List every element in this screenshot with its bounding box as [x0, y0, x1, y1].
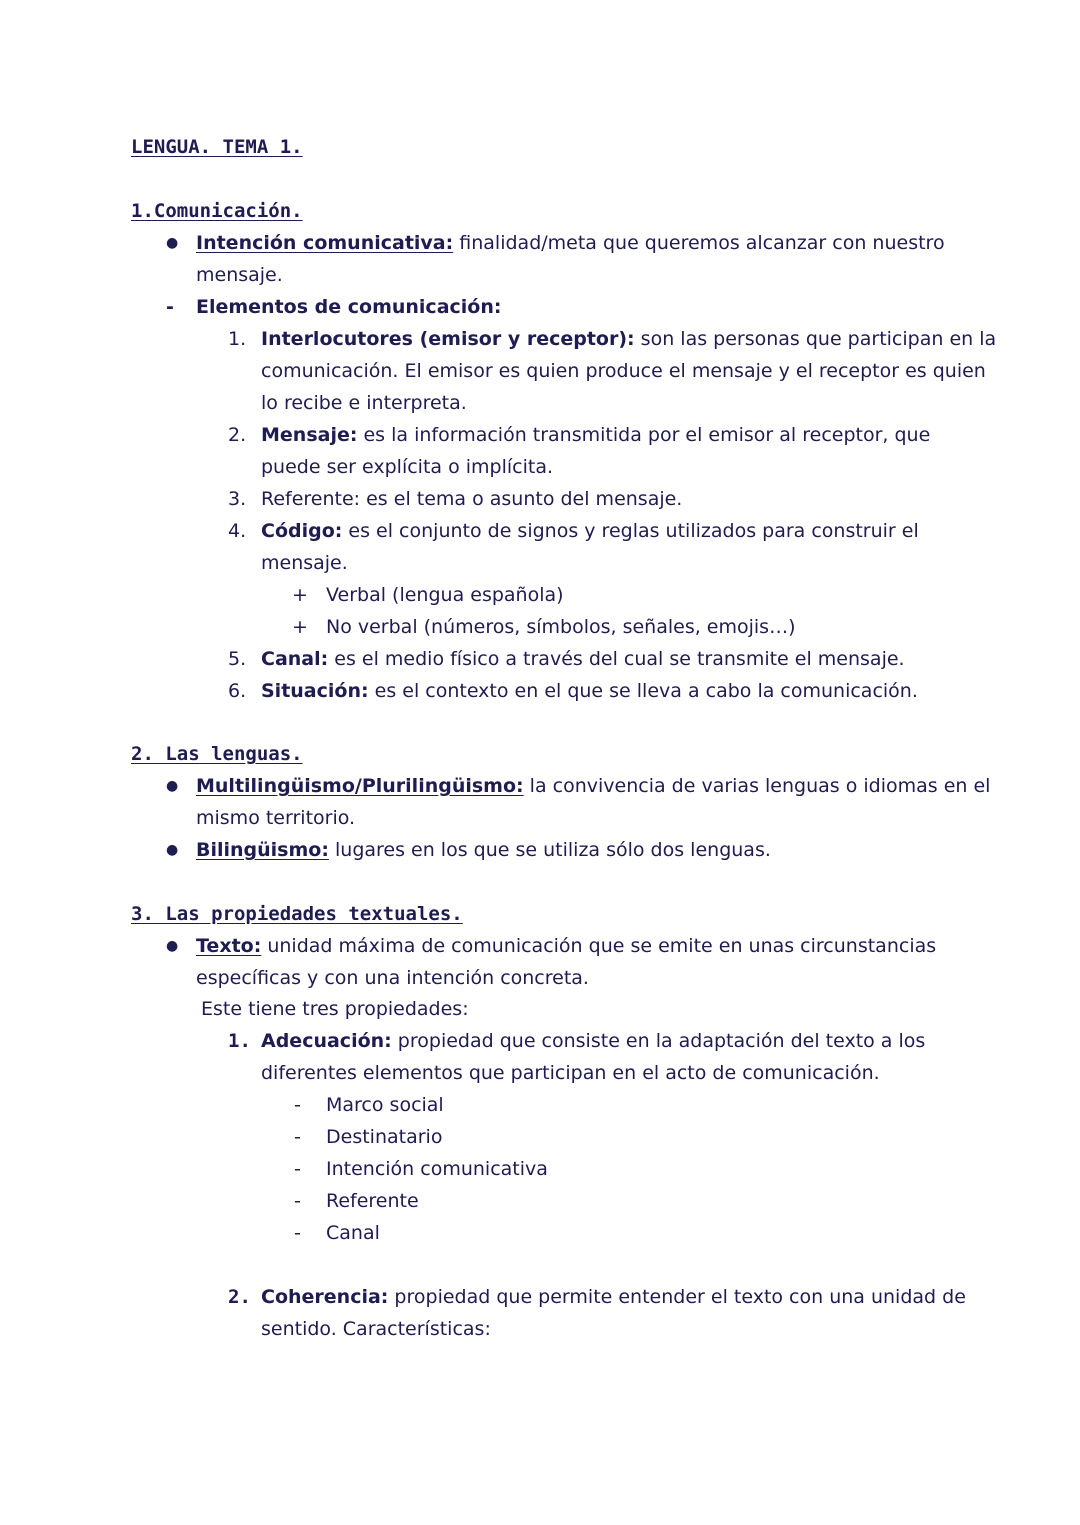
- bullet-icon: ●: [166, 778, 179, 794]
- texto-line-2: específicas y con una intención concreta.: [196, 967, 589, 989]
- term: Código:: [261, 520, 343, 542]
- intencion-line-1: [196, 230, 945, 256]
- section-1-heading: 1.Comunicación.: [131, 200, 303, 222]
- definition: lugares en los que se utiliza sólo dos lenguas.: [328, 839, 771, 861]
- list-number: 6.: [228, 680, 247, 702]
- coherencia-line-2: sentido. Características:: [261, 1318, 491, 1340]
- list-number: 1.: [228, 328, 247, 350]
- bullet-icon: ●: [166, 235, 179, 251]
- list-number: 2.: [228, 1286, 251, 1308]
- term: Mensaje:: [261, 424, 358, 446]
- list-item-cont: mensaje.: [261, 552, 348, 574]
- plus-icon: +: [292, 616, 308, 638]
- list-item: Referente: es el tema o asunto del mensaje.: [261, 488, 683, 510]
- list-number: 3.: [228, 488, 247, 510]
- dash-icon: -: [166, 296, 174, 318]
- definition: propiedad que permite entender el texto con una unidad de: [388, 1286, 966, 1308]
- adecuacion-line-1: [261, 1028, 925, 1054]
- term: Texto:: [196, 935, 262, 957]
- definition: finalidad/meta que queremos alcanzar con nuestro: [453, 232, 945, 254]
- bilinguismo-line: [196, 837, 771, 863]
- bullet-icon: ●: [166, 842, 179, 858]
- term: Coherencia:: [261, 1286, 389, 1308]
- elementos-heading: Elementos de comunicación:: [196, 296, 502, 318]
- dash-icon: -: [294, 1190, 301, 1212]
- definition: son las personas que participan en la: [634, 328, 997, 350]
- list-item: [261, 678, 918, 704]
- sub-item: Referente: [326, 1190, 419, 1212]
- list-item-cont: comunicación. El emisor es quien produce el mensaje y el receptor es quien: [261, 360, 986, 382]
- dash-icon: -: [294, 1222, 301, 1244]
- sub-item: No verbal (números, símbolos, señales, emojis…): [326, 616, 796, 638]
- dash-icon: -: [294, 1094, 301, 1116]
- list-item: [261, 326, 996, 352]
- texto-line-3: Este tiene tres propiedades:: [201, 998, 469, 1020]
- page-title: LENGUA. TEMA 1.: [131, 136, 303, 158]
- definition: es el conjunto de signos y reglas utilizados para construir el: [342, 520, 919, 542]
- list-item: [261, 422, 930, 448]
- plus-icon: +: [292, 584, 308, 606]
- definition: es el medio físico a través del cual se transmite el mensaje.: [328, 648, 905, 670]
- list-number: 2.: [228, 424, 247, 446]
- list-number: 5.: [228, 648, 247, 670]
- multilinguismo-line-1: [196, 773, 990, 799]
- term: Intención comunicativa:: [196, 232, 454, 254]
- definition: la convivencia de varias lenguas o idiomas en el: [523, 775, 991, 797]
- adecuacion-line-2: diferentes elementos que participan en el acto de comunicación.: [261, 1062, 880, 1084]
- term: Canal:: [261, 648, 329, 670]
- bullet-icon: ●: [166, 938, 179, 954]
- term: Interlocutores (emisor y receptor):: [261, 328, 635, 350]
- term: Multilingüismo/Plurilingüismo:: [196, 775, 524, 797]
- texto-line-1: [196, 933, 936, 959]
- sub-item: Marco social: [326, 1094, 444, 1116]
- term: Adecuación:: [261, 1030, 392, 1052]
- list-item-cont: puede ser explícita o implícita.: [261, 456, 554, 478]
- sub-item: Destinatario: [326, 1126, 443, 1148]
- list-item-cont: lo recibe e interpreta.: [261, 392, 467, 414]
- term: Situación:: [261, 680, 369, 702]
- multilinguismo-line-2: mismo territorio.: [196, 807, 356, 829]
- definition: unidad máxima de comunicación que se emite en unas circunstancias: [261, 935, 937, 957]
- sub-item: Intención comunicativa: [326, 1158, 548, 1180]
- dash-icon: -: [294, 1126, 301, 1148]
- term: Bilingüismo:: [196, 839, 329, 861]
- section-2-heading: 2. Las lenguas.: [131, 743, 303, 765]
- list-item: [261, 518, 919, 544]
- sub-item: Canal: [326, 1222, 380, 1244]
- dash-icon: -: [294, 1158, 301, 1180]
- definition: es la información transmitida por el emisor al receptor, que: [357, 424, 931, 446]
- intencion-line-2: mensaje.: [196, 264, 283, 286]
- list-number: 1.: [228, 1030, 251, 1052]
- definition: es el contexto en el que se lleva a cabo la comunicación.: [368, 680, 918, 702]
- coherencia-line-1: [261, 1284, 966, 1310]
- list-number: 4.: [228, 520, 247, 542]
- section-3-heading: 3. Las propiedades textuales.: [131, 903, 463, 925]
- list-item: [261, 646, 905, 672]
- sub-item: Verbal (lengua española): [326, 584, 564, 606]
- definition: propiedad que consiste en la adaptación del texto a los: [391, 1030, 926, 1052]
